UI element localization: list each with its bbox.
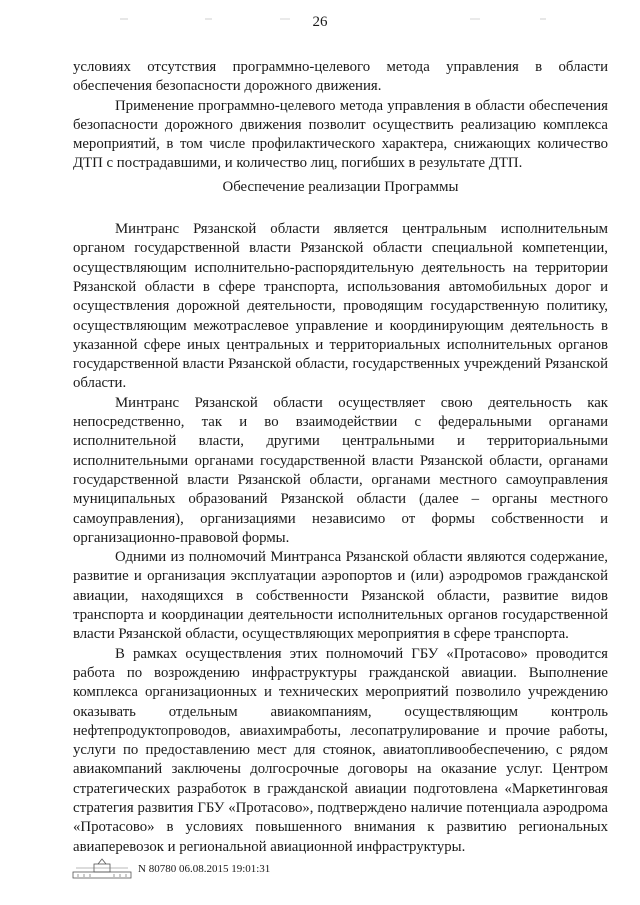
registry-logo-icon <box>72 858 132 880</box>
paragraph: В рамках осуществления этих полномочий ГБУ «Протасово» проводится работа по возрождению инфраструктуры гражданской авиации. Выполнение комплекса организационных и технических мероприятий позволило учреждению оказывать отдельным авиакомпаниям, осуществляющим контроль нефтепродуктопроводов, авиахимработы, лесопатрулирование и прочие работы, услуги по предоставлению мест для стоянок, авиатопливообеспечению, с рядом авиакомпаний заключены долгосрочные договоры на оказание услуг. Центром стратегических разработок в гражданской авиации подготовлена «Маркетинговая стратегия развития ГБУ «Протасово», подтверждено наличие потенциала аэродрома «Протасово» в условиях повышенного внимания к развитию региональных авиаперевозок и региональной авиационной инфраструктуры. <box>73 645 608 855</box>
paragraph: Минтранс Рязанской области является центральным исполнительным органом государственной власти Рязанской области специальной компетенции, осуществляющим исполнительно-распорядительную деятельность на территории Рязанской области в сфере транспорта, использования автомобильных дорог и осуществления дорожной деятельности, проводящим государственную политику, осуществляющим межотраслевое управление и координирующим деятельность в указанной сфере иных центральных и территориальных исполнительных органов государственной власти Рязанской области, государственных учреждений Рязанской области. <box>73 221 608 392</box>
paragraph: условиях отсутствия программно-целевого метода управления в области обеспечения безопасности дорожного движения. <box>73 59 608 95</box>
page-number: 26 <box>312 14 328 30</box>
paragraph: Одними из полномочий Минтранса Рязанской области являются содержание, развитие и организация эксплуатации аэропортов и (или) аэродромов гражданской авиации, находящихся в собственности Рязанской области, развитие видов транспорта и координации деятельности исполнительных органов государственной власти Рязанской области, осуществляющих мероприятия в сфере транспорта. <box>73 549 608 643</box>
section-heading: Обеспечение реализации Программы <box>222 178 459 195</box>
document-body <box>73 58 608 857</box>
document-footer <box>72 858 270 880</box>
paragraph: Минтранс Рязанской области осуществляет свою деятельность как непосредственно, так и во взаимодействии с федеральными органами исполнительной власти, другими центральными и территориальными исполнительными органами государственной власти Рязанской области, органами государственной власти Рязанской области, органами местного самоуправления муниципальных образований Рязанской области (далее – органы местного самоуправления), организациями независимо от формы собственности и организационно-правовой формы. <box>73 394 608 546</box>
scan-marks <box>0 8 640 12</box>
paragraph: Применение программно-целевого метода управления в области обеспечения безопасности дорожного движения позволит осуществить реализацию комплекса мероприятий, в том числе профилактического характера, снижающих количество ДТП с пострадавшими, и количество лиц, погибших в результате ДТП. <box>73 97 608 172</box>
registration-stamp: N 80780 06.08.2015 19:01:31 <box>138 863 271 875</box>
